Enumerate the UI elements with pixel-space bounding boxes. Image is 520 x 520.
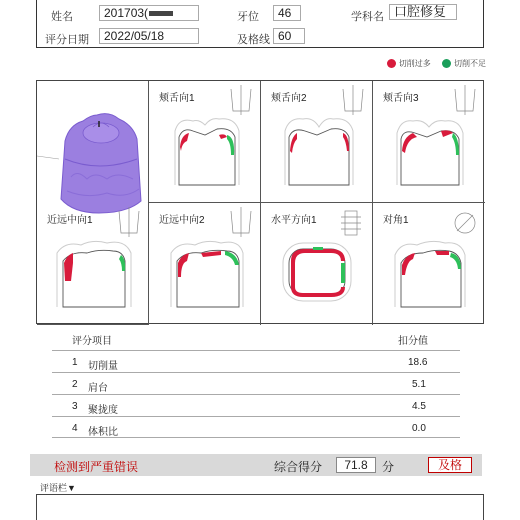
table-row [52, 372, 460, 394]
view-title: 颊舌向3 [383, 93, 419, 104]
view-title: 对角1 [383, 215, 409, 226]
result-bar [30, 454, 482, 476]
date-label: 评分日期 [45, 34, 89, 46]
view-diagonal-1[interactable] [373, 203, 485, 325]
under-cut-label: 切削不足 [454, 59, 486, 68]
total-score-field: 71.8 [336, 457, 376, 473]
subject-label: 学科名 [351, 11, 384, 23]
crown-section-icon [343, 85, 363, 115]
row-value: 0.0 [412, 423, 426, 434]
over-cut-dot-icon [387, 59, 396, 68]
crown-section-icon [231, 85, 251, 115]
under-cut-dot-icon [442, 59, 451, 68]
crown-section-icon [231, 207, 251, 237]
view-buccolingual-2[interactable] [261, 81, 373, 203]
crown-section-icon [455, 213, 475, 233]
view-buccolingual-1[interactable] [149, 81, 261, 203]
col-header-item: 评分项目 [72, 336, 112, 347]
pass-status-badge: 及格 [428, 457, 472, 473]
pass-line-field: 60 [273, 28, 305, 44]
row-item: 聚拢度 [88, 405, 118, 416]
date-field: 2022/05/18 [99, 28, 199, 44]
name-field [99, 5, 199, 21]
name-label: 姓名 [51, 11, 73, 23]
view-title: 近远中向1 [47, 215, 93, 226]
view-title: 近远中向2 [159, 215, 205, 226]
score-unit: 分 [382, 460, 395, 474]
comment-box[interactable] [36, 494, 484, 520]
view-buccolingual-3[interactable] [373, 81, 485, 203]
row-number: 3 [72, 401, 78, 412]
comment-toggle[interactable]: 评语栏▼ [40, 483, 76, 493]
tooth-field: 46 [273, 5, 301, 21]
table-row [52, 416, 460, 438]
row-number: 4 [72, 423, 78, 434]
row-number: 1 [72, 357, 78, 368]
row-value: 5.1 [412, 379, 426, 390]
redaction-mark [149, 11, 173, 16]
table-row [52, 350, 460, 372]
view-title: 水平方向1 [271, 215, 317, 226]
name-value: 201703( [104, 6, 149, 20]
subject-field: 口腔修复 [389, 4, 457, 20]
over-cut-label: 切削过多 [398, 59, 431, 68]
legend [387, 58, 486, 69]
view-mesiodistal-2[interactable] [149, 203, 261, 325]
view-mesiodistal-1[interactable] [37, 203, 149, 325]
view-title: 颊舌向1 [159, 93, 195, 104]
view-horizontal-1[interactable] [261, 203, 373, 325]
error-warning: 检测到严重错误 [54, 460, 139, 474]
view-title: 颊舌向2 [271, 93, 307, 104]
row-value: 18.6 [408, 357, 428, 368]
crown-section-icon [341, 211, 361, 235]
row-number: 2 [72, 379, 78, 390]
view-grid [36, 80, 484, 324]
row-item: 切削量 [88, 361, 118, 372]
total-score-label: 综合得分 [274, 460, 323, 474]
table-row [52, 394, 460, 416]
tooth-label: 牙位 [237, 11, 259, 23]
pass-line-label: 及格线 [237, 34, 270, 46]
row-item: 肩台 [88, 383, 108, 394]
row-item: 体积比 [88, 427, 118, 438]
col-header-score: 扣分值 [398, 336, 428, 347]
info-panel [36, 0, 484, 48]
crown-section-icon [119, 207, 139, 237]
crown-section-icon [455, 85, 475, 115]
row-value: 4.5 [412, 401, 426, 412]
